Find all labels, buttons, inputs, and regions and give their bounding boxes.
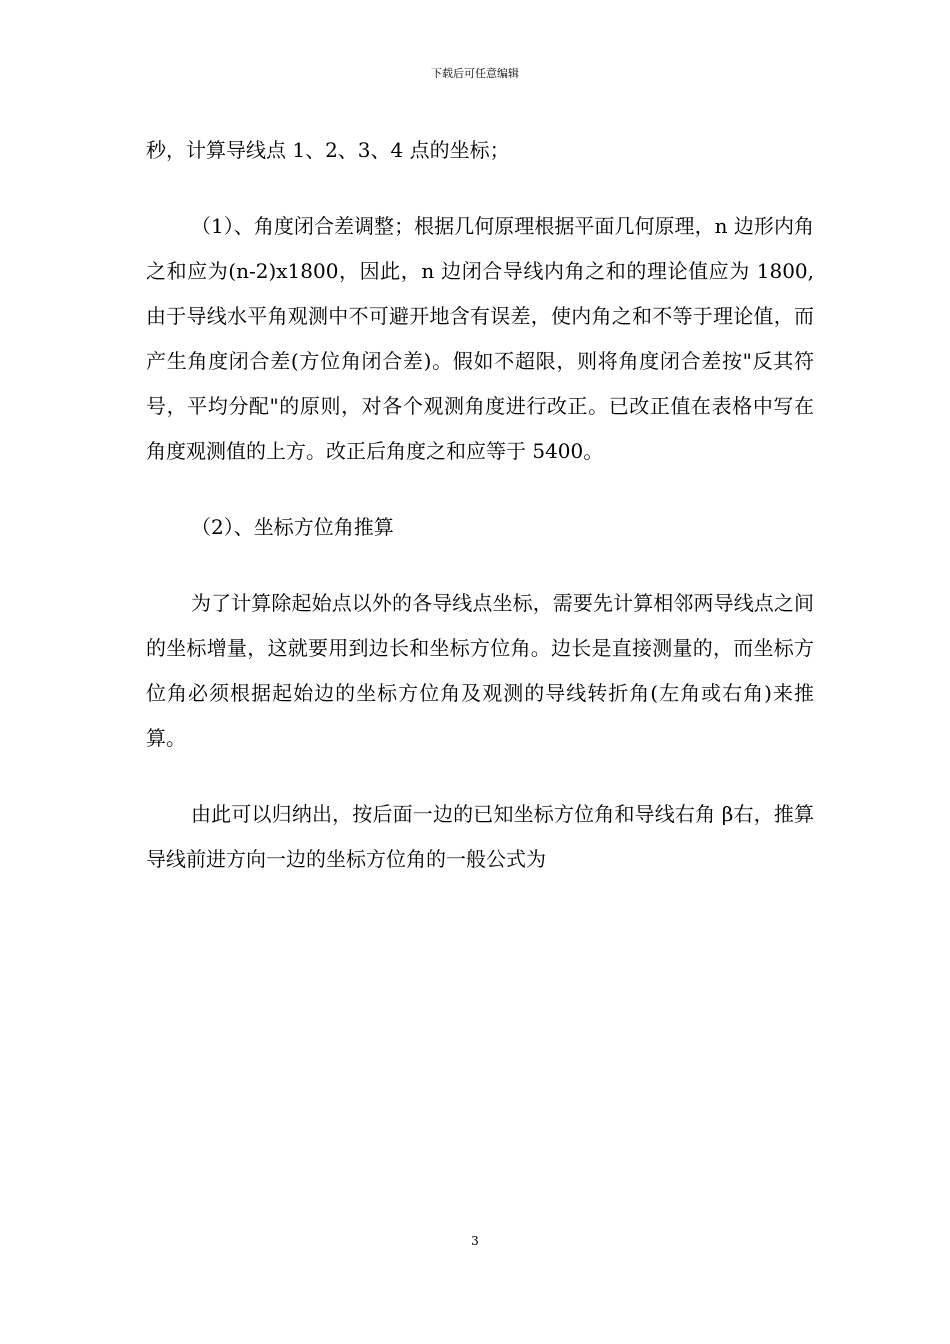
paragraph-1: 秒，计算导线点 1、2、3、4 点的坐标； (146, 138, 510, 162)
page-header: 下载后可任意编辑 (431, 67, 519, 80)
paragraph-5: 由此可以归纳出，按后面一边的已知坐标方位角和导线右角 β右，推算导线前进方向一边的坐标方位角的一般公式为 (146, 802, 814, 871)
page-number: 3 (471, 1234, 479, 1248)
paragraph-3: （2）、坐标方位角推算 (191, 515, 394, 539)
paragraph-4: 为了计算除起始点以外的各导线点坐标，需要先计算相邻两导线点之间的坐标增量，这就要用到边长和坐标方位角。边长是直接测量的，而坐标方位角必须根据起始边的坐标方位角及观测的导线转折角(左角或右角)来推算。 (146, 591, 814, 750)
paragraph-2: （1）、角度闭合差调整；根据几何原理根据平面几何原理，n 边形内角之和应为(n-2)x1800，因此，n 边闭合导线内角之和的理论值应为 1800,由于导线水平角观测中不可避开地含有误差，使内角之和不等于理论值，而产生角度闭合差(方位角闭合差)。假如不超限，则将角度闭合差按"反其符号，平均分配"的原则，对各个观测角度进行改正。已改正值在表格中写在角度观测值的上方。改正后角度之和应等于 5400。 (146, 214, 814, 463)
document-body (146, 128, 814, 882)
